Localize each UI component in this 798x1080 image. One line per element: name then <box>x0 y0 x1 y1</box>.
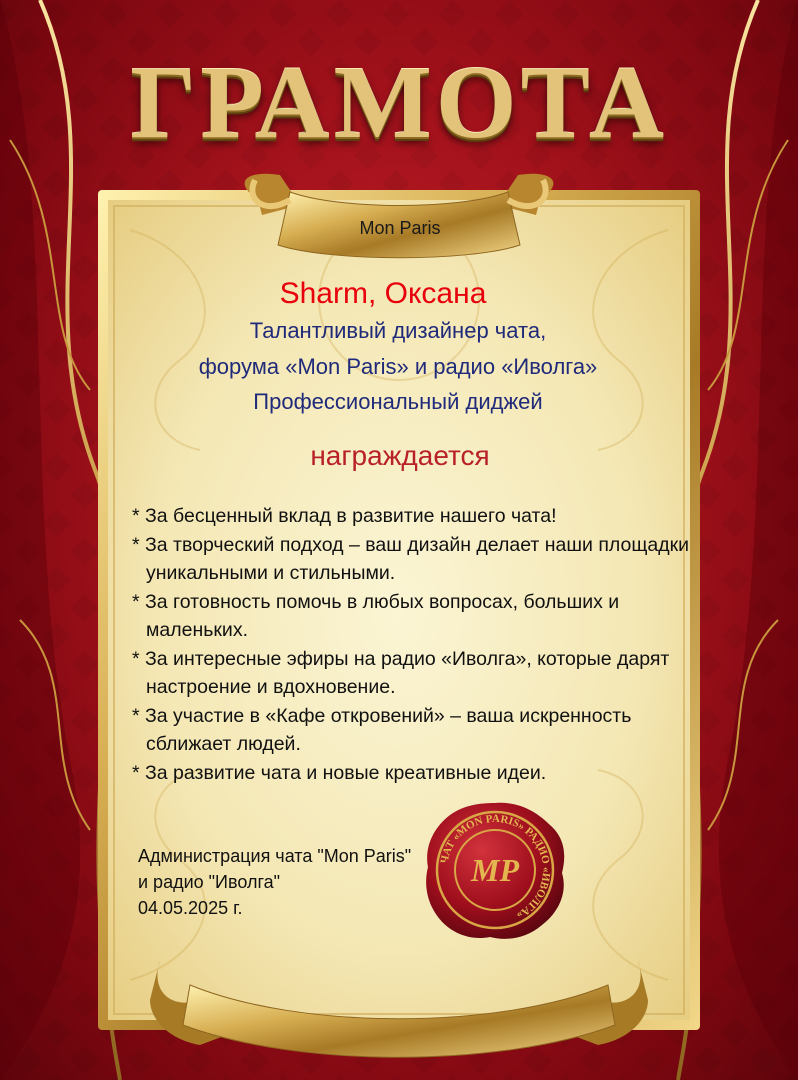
seal-text: ЧАТ «MON PARIS» РАДИО «ИВОЛГА» <box>438 812 553 922</box>
reasons-list <box>132 502 692 787</box>
reason-item: * За творческий подход – ваш дизайн делает наши площадки уникальными и стильными. <box>132 533 690 584</box>
reason-item: * За готовность помочь в любых вопросах, больших и маленьких. <box>132 590 620 641</box>
merit-line: Талантливый дизайнер чата, <box>249 318 547 343</box>
recipient-name: Sharm, Оксана <box>279 277 487 310</box>
reason-item: * За развитие чата и новые креативные идеи. <box>132 761 547 784</box>
award-word: награждается <box>310 440 490 471</box>
signature-line: Администрация чата "Mon Paris" <box>138 846 412 866</box>
merit-line: форума «Mon Paris» и радио «Иволга» <box>198 354 598 379</box>
signature-date: 04.05.2025 г. <box>138 898 243 918</box>
reason-item: * За интересные эфиры на радио «Иволга», которые дарят настроение и вдохновение. <box>132 647 670 698</box>
merit-line: Профессиональный диджей <box>253 389 543 414</box>
signature-line: и радио "Иволга" <box>138 872 281 892</box>
ribbon-label: Mon Paris <box>359 218 441 238</box>
signature-block <box>138 843 411 921</box>
wax-seal-icon <box>420 795 570 945</box>
reason-item: * За бесценный вклад в развитие нашего чата! <box>132 505 557 527</box>
reason-item: * За участие в «Кафе откровений» – ваша искренность сближает людей. <box>132 704 632 755</box>
certificate-title: ГРАМОТА <box>130 45 668 160</box>
seal-monogram: MP <box>471 852 519 888</box>
